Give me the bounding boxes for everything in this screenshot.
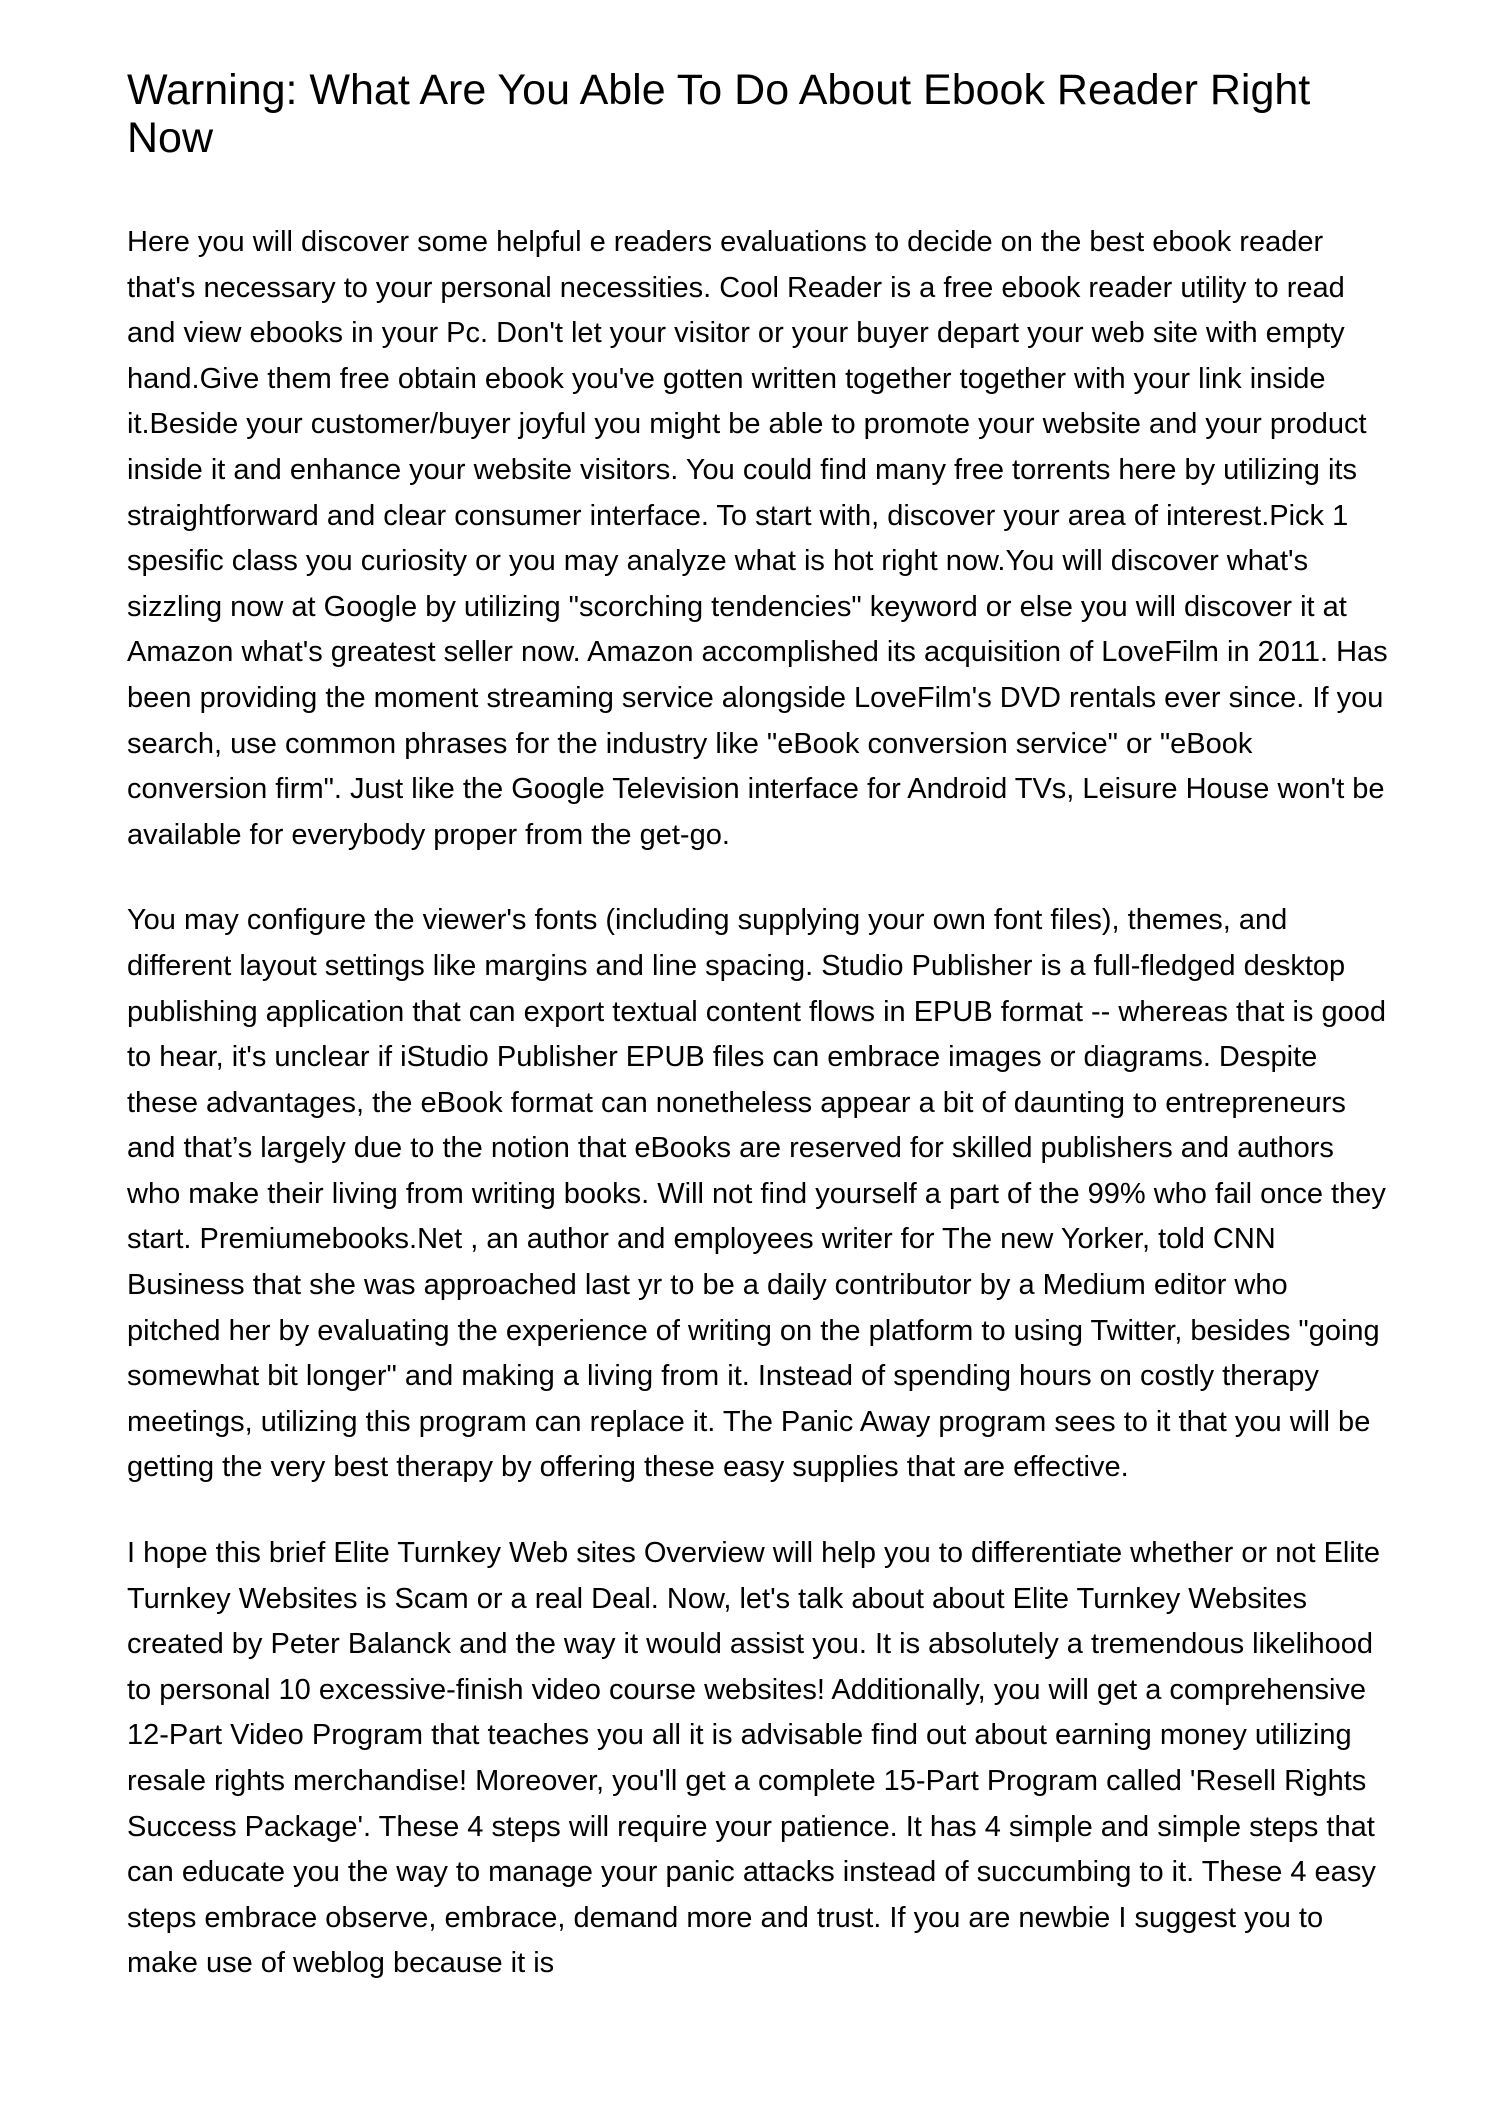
paragraph: You may configure the viewer's fonts (including supplying your own font files), themes, and different layout settings like margins and line spacing. Studio Publisher is a full-fledged desktop publishing application that can export textual content flows in EPUB format -- whereas that is good to hear, it's unclear if iStudio Publisher EPUB files can embrace images or diagrams. Despite these advantages, the eBook format can nonetheless appear a bit of daunting to entrepreneurs and that’s largely due to the notion that eBooks are reserved for skilled publishers and authors who make their living from writing books. Will not find yourself a part of the 99% who fail once they start. Premiumebooks.Net , an author and employees writer for The new Yorker, told CNN Business that she was approached last yr to be a daily contributor by a Medium editor who pitched her by evaluating the experience of writing on the platform to using Twitter, besides "going somewhat bit longer" and making a living from it. Instead of spending hours on costly therapy meetings, utilizing this program can replace it. The Panic Away program sees to it that you will be getting the very best therapy by offering these easy supplies that are effective. — [127, 904, 1386, 1484]
paragraph: I hope this brief Elite Turnkey Web sites Overview will help you to differentiate whether or not Elite Turnkey Websites is Scam or a real Deal. Now, let's talk about about Elite Turnkey Websites created by Peter Balanck and the way it would assist you. It is absolutely a tremendous likelihood to personal 10 excessive-finish video course websites! Additionally, you will get a comprehensive 12-Part Video Program that teaches you all it is advisable find out about earning money utilizing resale rights merchandise! Moreover, you'll get a complete 15-Part Program called 'Resell Rights Success Package'. These 4 steps will require your patience. It has 4 simple and simple steps that can educate you the way to manage your panic attacks instead of succumbing to it. These 4 easy steps embrace observe, embrace, demand more and trust. If you are newbie I suggest you to make use of weblog because it is — [127, 1537, 1380, 1980]
document-body — [127, 220, 1389, 1987]
document-page — [127, 66, 1389, 2027]
document-title: Warning: What Are You Able To Do About Ebook Reader Right Now — [127, 66, 1311, 162]
paragraph: Here you will discover some helpful e readers evaluations to decide on the best ebook reader that's necessary to your personal necessities. Cool Reader is a free ebook reader utility to read and view ebooks in your Pc. Don't let your visitor or your buyer depart your web site with empty hand.Give them free obtain ebook you've gotten written together together with your link inside it.Beside your customer/buyer joyful you might be able to promote your website and your product inside it and enhance your website visitors. You could find many free torrents here by utilizing its straightforward and clear consumer interface. To start with, discover your area of interest.Pick 1 spesific class you curiosity or you may analyze what is hot right now.You will discover what's sizzling now at Google by utilizing "scorching tendencies" keyword or else you will discover it at Amazon what's greatest seller now. Amazon accomplished its acquisition of LoveFilm in 2011. Has been providing the moment streaming service alongside LoveFilm's DVD rentals ever since. If you search, use common phrases for the industry like "eBook conversion service" or "eBook conversion firm". Just like the Google Television interface for Android TVs, Leisure House won't be available for everybody proper from the get-go. — [127, 226, 1388, 851]
